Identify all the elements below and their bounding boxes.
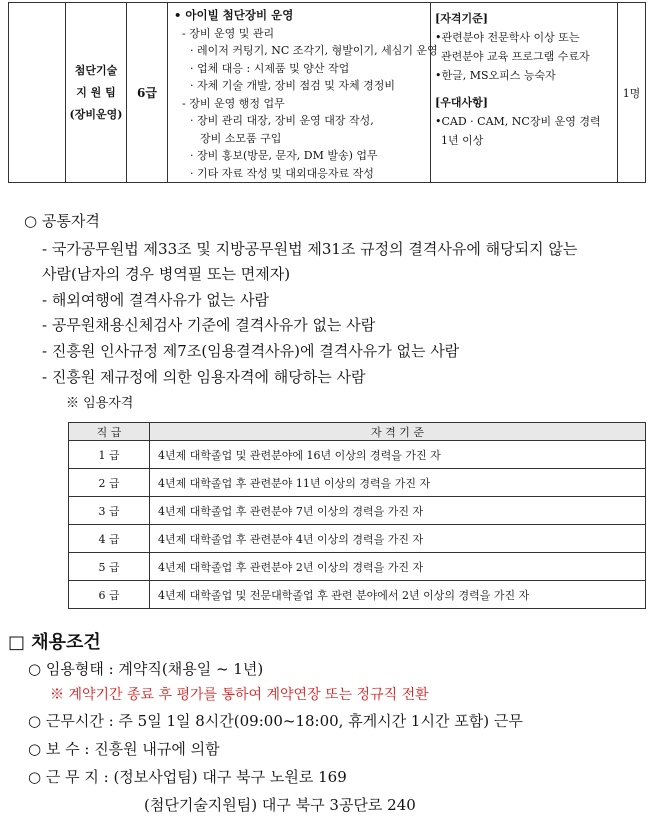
common-item: 사람(남자의 경우 병역필 또는 면제자) (42, 265, 291, 283)
duty-cell (168, 3, 438, 183)
position-table (8, 2, 646, 183)
grade-header: 직 급 (69, 423, 150, 441)
qualification-line: •한글, MS오피스 능숙자 (435, 69, 556, 82)
duty-item: · 장비 관리 대장, 장비 운영 대장 작성, (190, 114, 374, 127)
team-line-1: 첨단기술 (74, 63, 118, 77)
duty-item: - 장비 운영 행정 업무 (182, 96, 285, 110)
duty-item: 장비 소모품 구입 (200, 131, 282, 145)
table-row (69, 553, 646, 581)
common-note: ※ 임용자격 (66, 396, 134, 411)
grade-cell: 6 급 (69, 581, 150, 609)
duty-item: · 자체 기술 개발, 장비 점검 및 자체 경정비 (190, 79, 395, 92)
criteria-cell: 4년제 대학졸업 후 관련분야 4년 이상의 경력을 가진 자 (150, 525, 646, 553)
criteria-cell: 4년제 대학졸업 후 관련분야 11년 이상의 경력을 가진 자 (150, 469, 646, 497)
duty-item: - 장비 운영 및 관리 (182, 26, 275, 40)
preference-line: •CAD · CAM, NC장비 운영 경력 (435, 115, 601, 128)
criteria-cell: 4년제 대학졸업 및 전문대학졸업 후 관련 분야에서 2년 이상의 경력을 가진 자 (150, 581, 646, 609)
preference-head: [우대사항] (435, 96, 488, 109)
criteria-cell: 4년제 대학졸업 후 관련분야 2년 이상의 경력을 가진 자 (150, 553, 646, 581)
team-cell (66, 3, 127, 183)
grade-table (68, 422, 646, 609)
team-line-2: 지 원 팀 (76, 85, 116, 99)
table-row (69, 497, 646, 525)
common-item: - 해외여행에 결격사유가 없는 사람 (42, 291, 270, 309)
criteria-header: 자 격 기 준 (150, 423, 646, 441)
common-item: - 공무원채용신체검사 기준에 결격사유가 없는 사람 (42, 316, 376, 334)
common-title: ○ 공통자격 (24, 212, 100, 230)
duty-head: • 아이빌 첨단장비 운영 (174, 8, 294, 22)
conditions-title: □ 채용조건 (8, 632, 101, 653)
qualification-head: [자격기준] (435, 12, 488, 25)
team-line-3: (장비운영) (69, 107, 123, 121)
table-row (69, 441, 646, 469)
salary: ○ 보 수 : 진흥원 내규에 의함 (28, 740, 220, 758)
common-item: - 진흥원 인사규정 제7조(임용결격사유)에 결격사유가 없는 사람 (42, 342, 460, 360)
headcount-cell: 1명 (618, 3, 646, 183)
common-item: - 진흥원 제규정에 의한 임용자격에 해당하는 사람 (42, 368, 366, 386)
duty-item: · 업체 대응 : 시제품 및 양산 작업 (190, 61, 350, 75)
qualification-cell (431, 3, 618, 183)
duty-item: · 장비 홍보(방문, 문자, DM 발송) 업무 (190, 149, 378, 162)
table-row (69, 525, 646, 553)
duty-item: · 레이저 커팅기, NC 조각기, 형발이기, 세심기 운영 (190, 44, 438, 57)
duty-item: · 기타 자료 작성 및 대외대응자료 작성 (190, 166, 374, 180)
empty-cell (9, 3, 66, 183)
grade-cell: 5 급 (69, 553, 150, 581)
duty-list (174, 25, 438, 183)
preference-line: 1년 이상 (441, 134, 484, 147)
criteria-cell: 4년제 대학졸업 및 관련분야에 16년 이상의 경력을 가진 자 (150, 441, 646, 469)
table-row (69, 581, 646, 609)
employ-type: ○ 임용형태 : 계약직(채용일 ~ 1년) (28, 660, 264, 678)
location-2: (첨단기술지원팀) 대구 북구 3공단로 240 (144, 796, 416, 814)
grade-cell: 2 급 (69, 469, 150, 497)
grade-cell: 1 급 (69, 441, 150, 469)
employ-note: ※ 계약기간 종료 후 평가를 통하여 계약연장 또는 정규직 전환 (50, 687, 429, 703)
table-row (69, 469, 646, 497)
common-item: - 국가공무원법 제33조 및 지방공무원법 제31조 규정의 결격사유에 해당되지 않는 (42, 240, 578, 258)
location-1: ○ 근 무 지 : (정보사업팀) 대구 북구 노원로 169 (28, 768, 347, 786)
grade-cell: 6급 (127, 3, 168, 183)
qualification-line: 관련분야 교육 프로그램 수료자 (441, 50, 590, 63)
grade-cell: 3 급 (69, 497, 150, 525)
qualification-line: •관련분야 전문학사 이상 또는 (435, 31, 580, 44)
grade-cell: 4 급 (69, 525, 150, 553)
criteria-cell: 4년제 대학졸업 후 관련분야 7년 이상의 경력을 가진 자 (150, 497, 646, 525)
work-hours: ○ 근무시간 : 주 5일 1일 8시간(09:00~18:00, 휴게시간 1시간 포함) 근무 (28, 712, 523, 730)
